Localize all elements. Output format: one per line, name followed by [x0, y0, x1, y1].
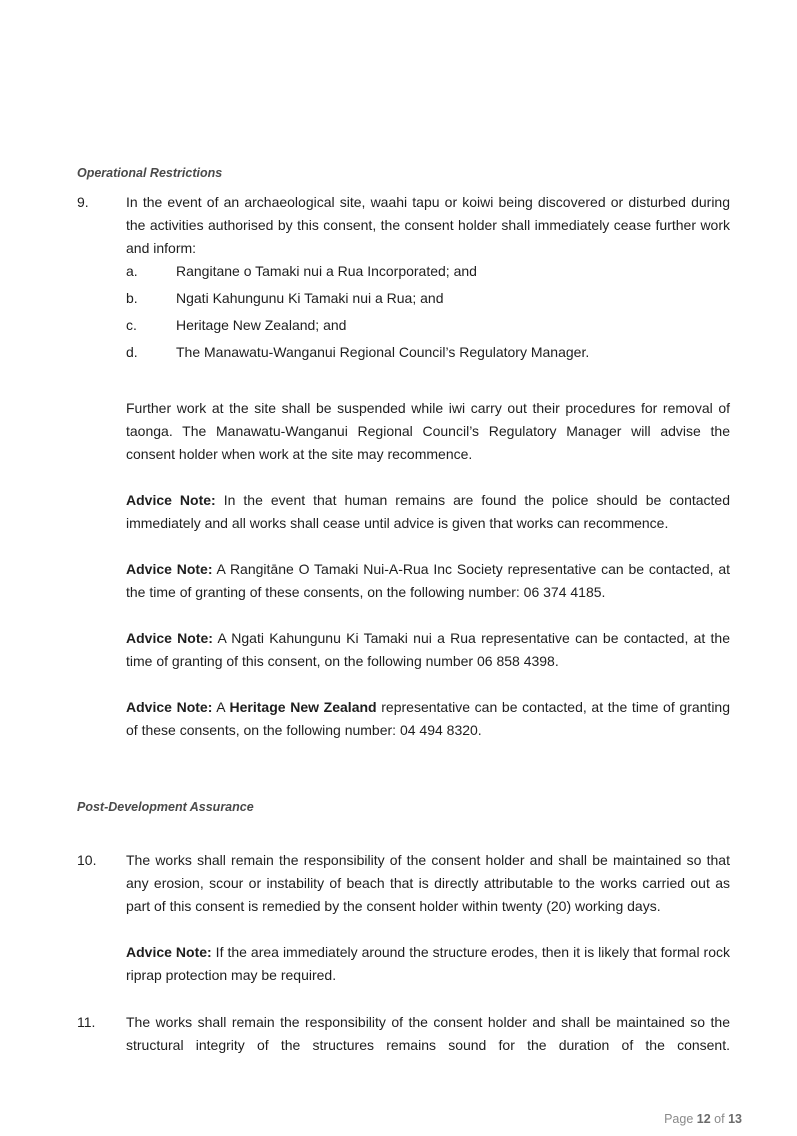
advice-note-text-pre: A	[212, 699, 230, 715]
advice-note-label: Advice Note:	[126, 630, 213, 646]
subitem-text-a: Rangitane o Tamaki nui a Rua Incorporated; and	[176, 263, 477, 279]
heritage-nz-bold: Heritage New Zealand	[229, 699, 377, 715]
advice-note-label: Advice Note:	[126, 492, 216, 508]
item-number-11: 11.	[77, 1014, 96, 1030]
subitem-text-c: Heritage New Zealand; and	[176, 317, 347, 333]
advice-note-label: Advice Note:	[126, 699, 213, 715]
further-work-paragraph: Further work at the site shall be suspended while iwi carry out their procedures for removal of taonga. The Manawatu-Wanganui Regional Council’s Regulatory Manager will advise the consent holder when work at the site may recommence.	[126, 400, 730, 462]
advice-note-label: Advice Note:	[126, 561, 213, 577]
advice-note-ngati-kahungunu	[126, 627, 730, 673]
advice-note-label: Advice Note:	[126, 944, 212, 960]
advice-note-text-post: representative can be contacted, at the time of granting of these consents, on the following number: 04 494 8320.	[126, 699, 730, 738]
section-heading-operational-restrictions: Operational Restrictions	[77, 166, 223, 180]
item-number-10: 10.	[77, 852, 97, 868]
footer-current-page: 12	[696, 1112, 711, 1126]
advice-note-heritage	[126, 696, 730, 742]
subitem-text-d: The Manawatu-Wanganui Regional Council’s Regulatory Manager.	[176, 344, 590, 360]
advice-note-text: In the event that human remains are found the police should be contacted immediately and all works shall cease until advice is given that works can recommence.	[126, 492, 731, 531]
item-number-9: 9.	[77, 194, 89, 210]
page-footer	[664, 1112, 742, 1126]
item-10-text: The works shall remain the responsibility of the consent holder and shall be maintained so that any erosion, scour or instability of beach that is directly attributable to the works carried out as part of this consent is remedied by the consent holder within twenty (20) working days.	[126, 852, 730, 914]
subitem-letter-a: a.	[126, 263, 138, 279]
footer-of-word: of	[714, 1112, 725, 1126]
subitem-letter-d: d.	[126, 344, 138, 360]
advice-note-text: If the area immediately around the structure erodes, then it is likely that formal rock riprap protection may be required.	[126, 944, 730, 983]
advice-note-text: A Ngati Kahungunu Ki Tamaki nui a Rua representative can be contacted, at the time of granting of this consent, on the following number 06 858 4398.	[126, 630, 731, 669]
subitem-text-b: Ngati Kahungunu Ki Tamaki nui a Rua; and	[176, 290, 444, 306]
advice-note-erosion	[126, 941, 730, 987]
item-9-text: In the event of an archaeological site, waahi tapu or koiwi being discovered or disturbed during the activities authorised by this consent, the consent holder shall immediately cease further work and inform:	[126, 194, 730, 256]
footer-total-pages: 13	[728, 1112, 742, 1126]
footer-page-word: Page	[664, 1112, 694, 1126]
subitem-letter-b: b.	[126, 290, 138, 306]
item-11-text: The works shall remain the responsibility of the consent holder and shall be maintained so the structural integrity of the structures remains sound for the duration of the consent.	[126, 1014, 730, 1053]
advice-note-text: A Rangitāne O Tamaki Nui-A-Rua Inc Society representative can be contacted, at the time of granting of these consents, on the following number: 06 374 4185.	[126, 561, 731, 600]
advice-note-rangitane	[126, 558, 730, 604]
section-heading-post-development: Post-Development Assurance	[77, 800, 254, 814]
advice-note-human-remains	[126, 489, 730, 535]
subitem-letter-c: c.	[126, 317, 137, 333]
